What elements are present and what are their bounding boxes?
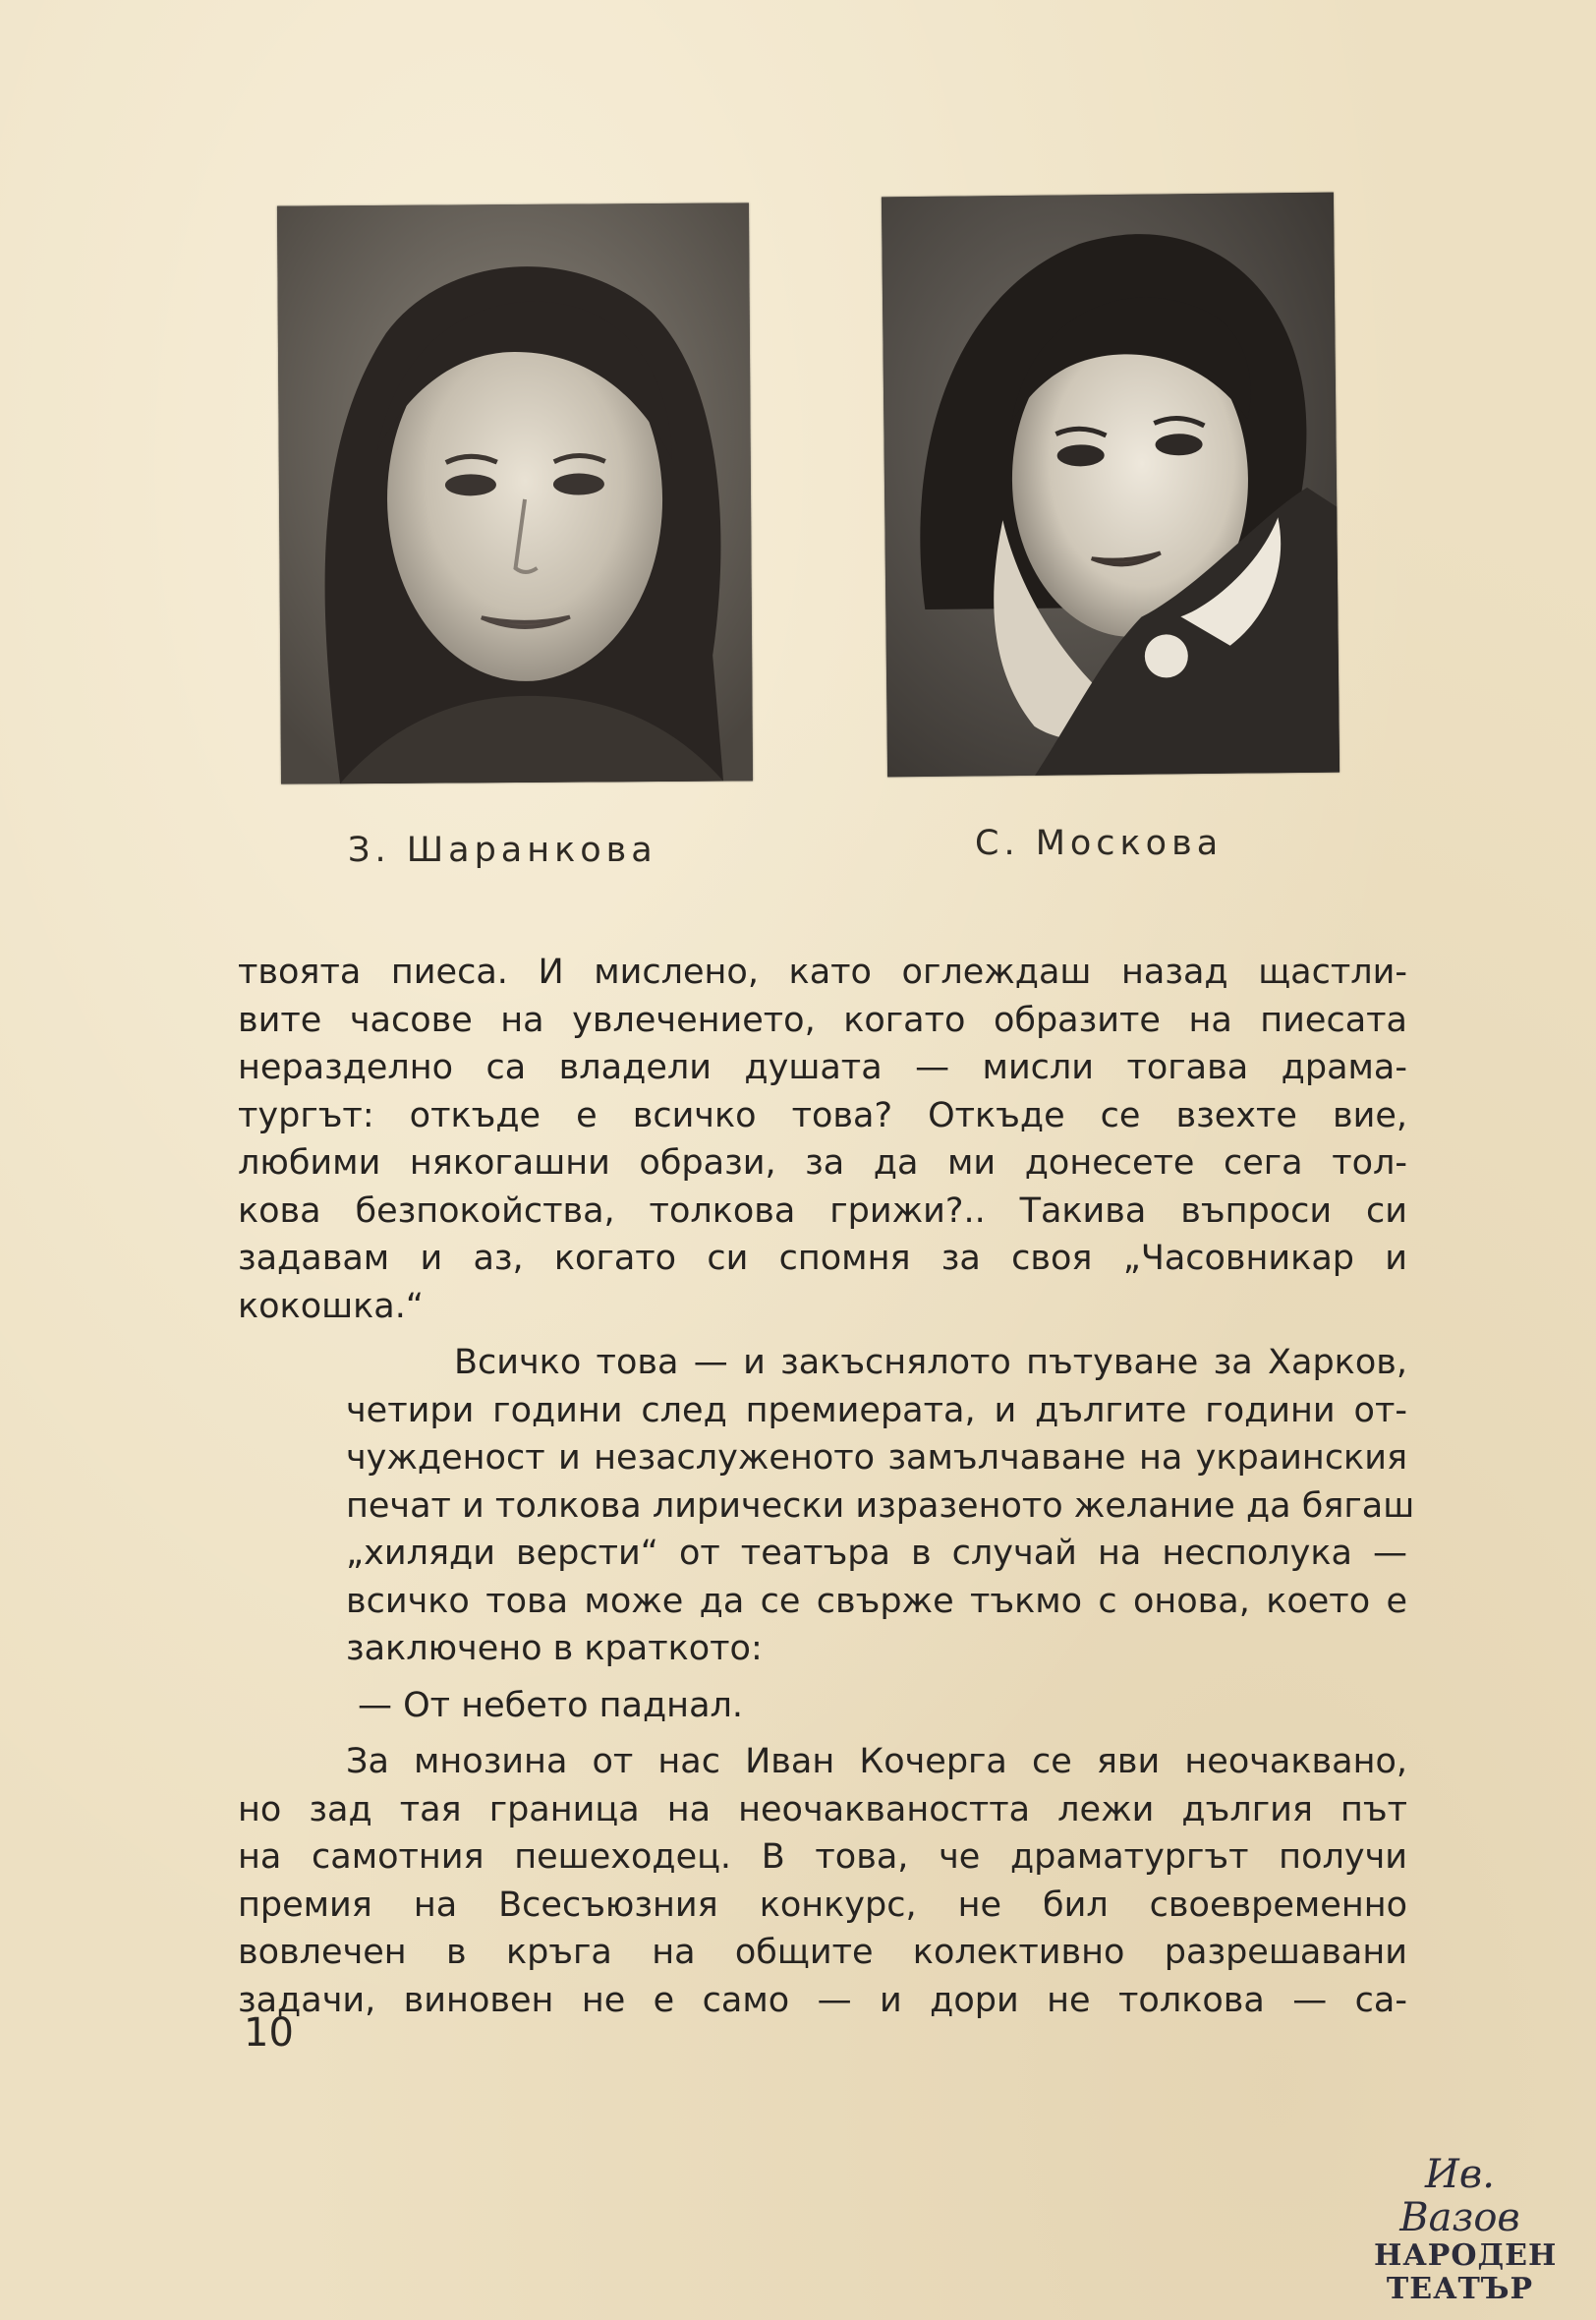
text-line: „хиляди версти“ от театъра в случай на несполука — (346, 1534, 1407, 1573)
photo-caption-sharankova: З. Шаранкова (348, 831, 657, 870)
text-line: неразделно са владели душата — мисли тогава драма- (238, 1048, 1407, 1087)
paragraph-4 (238, 1738, 1407, 2024)
text-line: вите часове на увлечението, когато образите на пиесата (238, 1000, 1407, 1040)
text-line: задавам и аз, когато си спомня за своя „Часовникар и (238, 1239, 1407, 1278)
text-line: кокошка.“ (238, 1286, 424, 1326)
photo-caption-moskova: С. Москова (975, 824, 1224, 863)
portrait-image (277, 203, 753, 783)
text-line: твоята пиеса. И мислено, като оглеждаш назад щастли- (238, 953, 1407, 992)
paragraph-1 (238, 949, 1407, 1330)
text-line: всичко това може да се свърже тъкмо с онова, което е (346, 1581, 1407, 1621)
text-line: кова безпокойства, толкова грижи?.. Такива въпроси си (238, 1190, 1407, 1231)
stamp-signature: Ив. Вазов (1399, 2152, 1520, 2240)
text-line: Всичко това — и закъснялото пътуване за Харков, (454, 1343, 1407, 1382)
paragraph-3 (238, 1682, 1407, 1730)
page-number: 10 (244, 2010, 294, 2056)
portrait-image (882, 193, 1340, 778)
text-line: печат и толкова лирически изразеното желание да бягаш (346, 1485, 1415, 1526)
library-stamp (1374, 2152, 1558, 2306)
stamp-line-2: ТЕАТЪР (1386, 2272, 1534, 2306)
text-line: заключено в краткото: (346, 1629, 763, 1668)
text-line: чужденост и незаслуженото замълчаване на украинския (346, 1438, 1407, 1478)
portrait-photo-moskova (882, 193, 1340, 778)
paragraph-2 (238, 1339, 1415, 1673)
portrait-photo-sharankova (277, 203, 753, 783)
text-line: задачи, виновен не е само — и дори не толкова — са- (238, 1980, 1407, 2020)
stamp-line-1: НАРОДЕН (1374, 2238, 1558, 2273)
text-line: За мнозина от нас Иван Кочерга се яви неочаквано, (346, 1742, 1407, 1781)
text-line: но зад тая граница на неочакваността лежи дългия път (238, 1789, 1407, 1829)
text-line: вовлечен в кръга на общите колективно разрешавани (238, 1933, 1407, 1972)
text-line: премия на Всесъюзния конкурс, не бил своевременно (238, 1885, 1407, 1925)
text-line: четири години след премиерата, и дългите години от- (346, 1390, 1407, 1430)
text-line: — От небето паднал. (358, 1685, 744, 1725)
body-text (238, 949, 1415, 2033)
text-line: любими някогашни образи, за да ми донесете сега тол- (238, 1143, 1407, 1183)
text-line: на самотния пешеходец. В това, че драматургът получи (238, 1837, 1407, 1877)
text-line: тургът: откъде е всичко това? Откъде се взехте вие, (238, 1095, 1407, 1135)
